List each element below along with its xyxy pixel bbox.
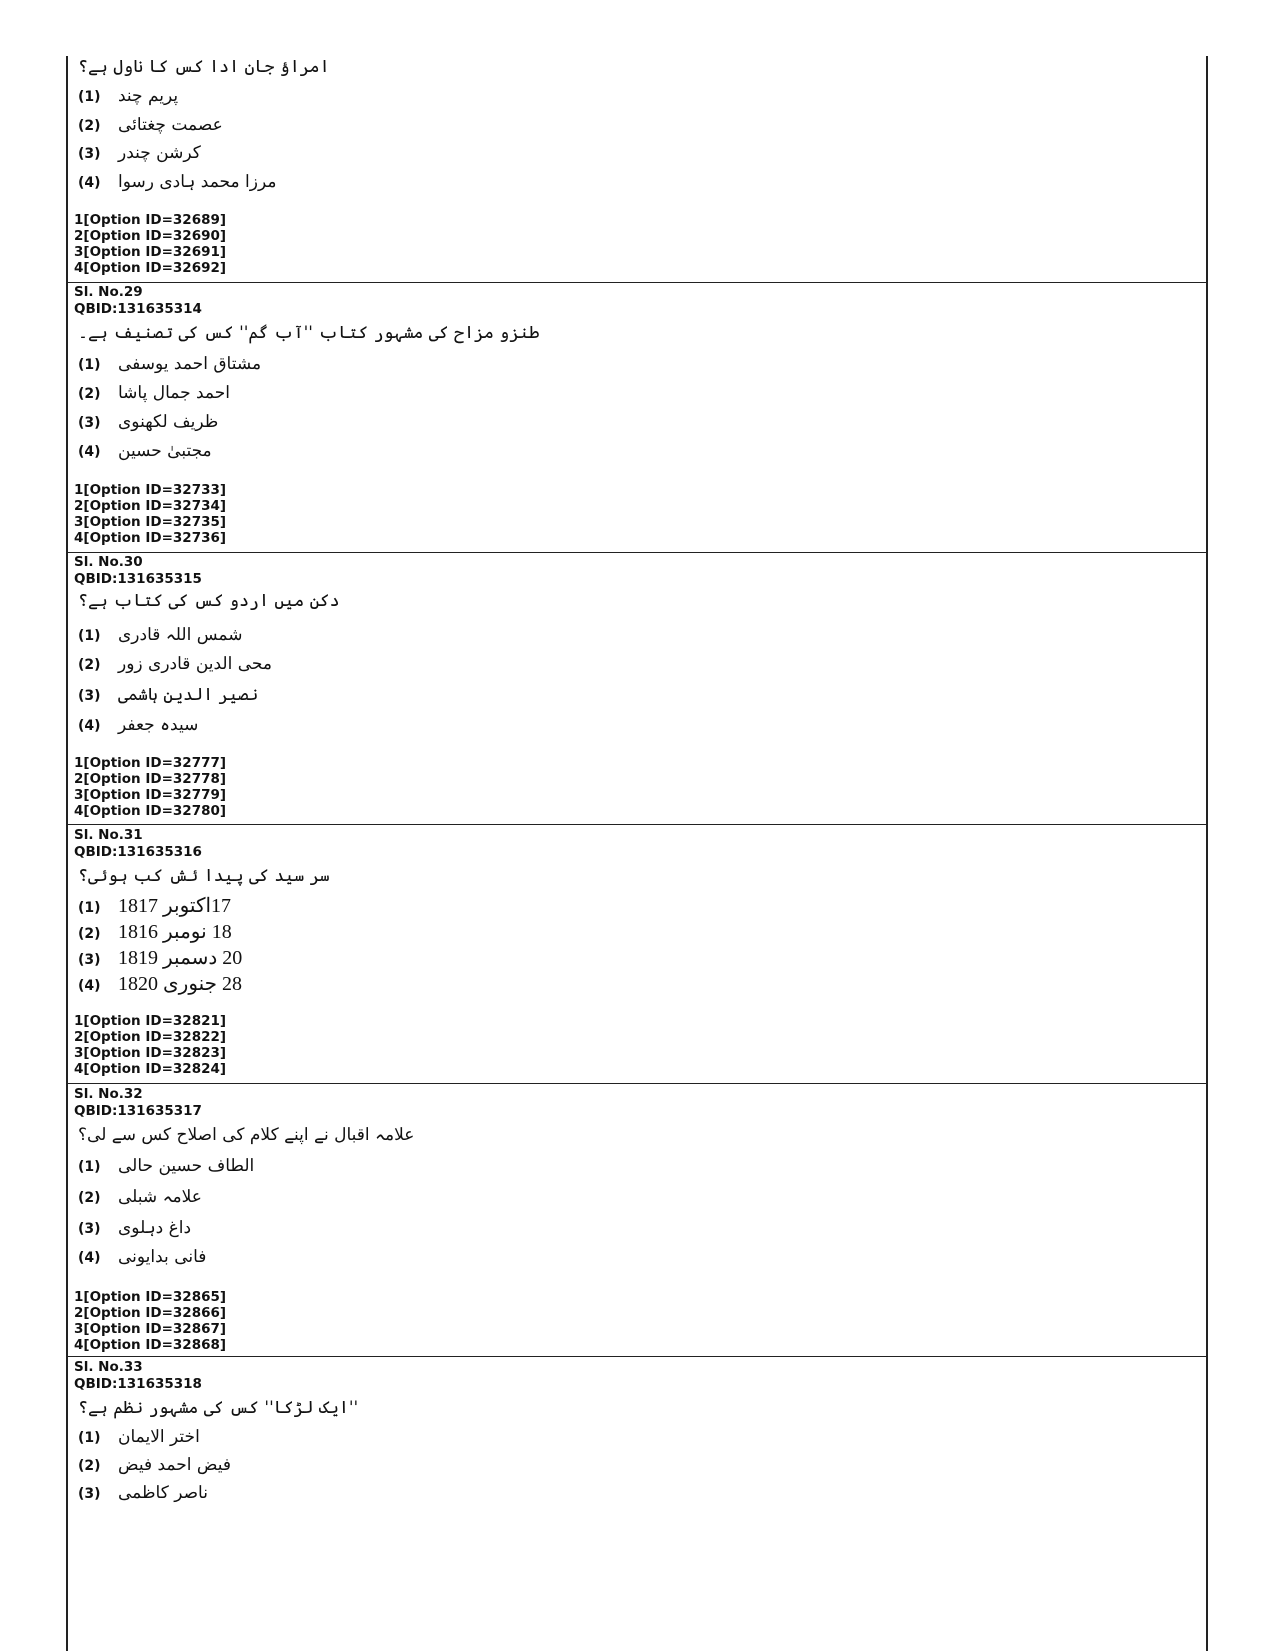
option-id: 3[Option ID=32823]	[74, 1045, 227, 1061]
option-number: (2)	[78, 118, 101, 134]
option-number: (3)	[78, 1221, 101, 1237]
qbid: QBID:131635314	[74, 300, 202, 317]
option-text: شمس اللہ قادری	[118, 625, 243, 645]
option-4	[78, 171, 276, 192]
option-id-list	[74, 1289, 226, 1353]
option-id: 3[Option ID=32867]	[74, 1321, 227, 1337]
option-number: (4)	[78, 444, 101, 460]
option-1	[78, 624, 242, 645]
option-text: داغ دہلوی	[118, 1218, 192, 1238]
option-id: 2[Option ID=32866]	[74, 1305, 227, 1321]
option-text: محی الدین قادری زور	[118, 654, 272, 674]
qbid: QBID:131635316	[74, 843, 202, 860]
question-meta	[68, 827, 1206, 860]
qbid: QBID:131635318	[74, 1375, 202, 1392]
option-id-list	[74, 1013, 226, 1077]
option-id: 1[Option ID=32689]	[74, 212, 227, 228]
question-block-32	[68, 1086, 1206, 1356]
option-text: 18 نومبر 1816	[118, 921, 232, 943]
qbid: QBID:131635315	[74, 570, 202, 587]
question-paper-frame	[66, 56, 1208, 1651]
option-1	[78, 1156, 254, 1176]
option-number: (3)	[78, 688, 101, 704]
question-meta	[68, 554, 1206, 587]
question-text: علامہ اقبال نے اپنے کلام کی اصلاح کس سے لی؟	[78, 1125, 415, 1145]
option-id-list	[74, 212, 226, 276]
option-text: 17اکتوبر 1817	[118, 895, 232, 917]
option-2	[78, 383, 230, 403]
option-number: (3)	[78, 952, 101, 968]
option-text: 20 دسمبر 1819	[118, 947, 243, 969]
block-divider	[68, 282, 1206, 283]
option-text: سیدہ جعفر	[118, 715, 199, 735]
option-text: 28 جنوری 1820	[118, 973, 243, 995]
option-number: (2)	[78, 657, 101, 673]
serial-number: Sl. No.29	[74, 284, 143, 300]
option-id: 4[Option ID=32824]	[74, 1061, 227, 1077]
question-meta	[68, 284, 1206, 317]
option-id: 2[Option ID=32778]	[74, 771, 227, 787]
option-3	[78, 684, 258, 705]
option-id: 2[Option ID=32690]	[74, 228, 227, 244]
question-block-31	[68, 827, 1206, 1083]
option-text: کرشن چندر	[118, 143, 201, 163]
option-3	[78, 1483, 208, 1503]
option-3	[78, 412, 218, 432]
option-3	[78, 945, 242, 970]
option-number: (1)	[78, 900, 101, 916]
option-number: (4)	[78, 1250, 101, 1266]
option-text: ناصر کاظمی	[118, 1483, 208, 1503]
option-2	[78, 1455, 231, 1475]
option-id-list	[74, 482, 226, 546]
option-text: ظریف لکھنوی	[118, 412, 219, 432]
option-id: 1[Option ID=32865]	[74, 1289, 227, 1305]
option-number: (2)	[78, 926, 101, 942]
option-1	[78, 86, 178, 106]
option-id: 4[Option ID=32868]	[74, 1337, 227, 1353]
question-text: طنزو مزاح کی مشہور کتاب ''آب گم'' کس کی تصنیف ہے۔	[78, 323, 540, 343]
option-text: علامہ شبلی	[118, 1187, 202, 1207]
option-id: 2[Option ID=32822]	[74, 1029, 227, 1045]
option-number: (2)	[78, 1458, 101, 1474]
option-id: 3[Option ID=32691]	[74, 244, 227, 260]
option-number: (2)	[78, 1190, 101, 1206]
serial-number: Sl. No.30	[74, 554, 143, 570]
option-id: 1[Option ID=32821]	[74, 1013, 227, 1029]
option-4	[78, 1247, 206, 1267]
block-divider	[68, 552, 1206, 553]
option-text: نصیر الدین ہاشمی	[118, 685, 259, 705]
option-text: اختر الایمان	[118, 1427, 200, 1447]
option-id: 4[Option ID=32780]	[74, 803, 227, 819]
option-id: 2[Option ID=32734]	[74, 498, 227, 514]
option-number: (3)	[78, 415, 101, 431]
question-meta	[68, 1086, 1206, 1119]
option-text: احمد جمال پاشا	[118, 383, 230, 403]
option-id: 3[Option ID=32779]	[74, 787, 227, 803]
option-1	[78, 1427, 200, 1447]
option-id: 3[Option ID=32735]	[74, 514, 227, 530]
option-text: فانی بدایونی	[118, 1247, 207, 1267]
option-4	[78, 714, 198, 735]
option-id: 4[Option ID=32692]	[74, 260, 227, 276]
option-number: (1)	[78, 628, 101, 644]
option-text: مرزا محمد ہادی رسوا	[118, 172, 277, 192]
option-number: (1)	[78, 1159, 101, 1175]
qbid: QBID:131635317	[74, 1102, 202, 1119]
question-text: دکن میں اردو کس کی کتاب ہے؟	[78, 591, 340, 611]
option-number: (4)	[78, 978, 101, 994]
question-block-33	[68, 1359, 1206, 1649]
option-1	[78, 893, 231, 918]
option-2	[78, 115, 223, 135]
question-meta	[68, 1359, 1206, 1392]
question-text: ''ایک لڑکا'' کس کی مشہور نظم ہے؟	[78, 1398, 359, 1418]
option-3	[78, 1217, 191, 1238]
option-2	[78, 919, 232, 944]
option-id: 4[Option ID=32736]	[74, 530, 227, 546]
option-text: پریم چند	[118, 86, 179, 106]
option-id: 1[Option ID=32777]	[74, 755, 227, 771]
option-number: (1)	[78, 357, 101, 373]
option-2	[78, 1186, 202, 1207]
option-number: (4)	[78, 175, 101, 191]
option-number: (3)	[78, 146, 101, 162]
option-1	[78, 354, 261, 374]
option-id: 1[Option ID=32733]	[74, 482, 227, 498]
question-text: سر سید کی پیدا ئش کب ہوئی؟	[78, 866, 330, 886]
block-divider	[68, 1083, 1206, 1084]
question-block-29	[68, 284, 1206, 552]
serial-number: Sl. No.33	[74, 1359, 143, 1375]
question-block-28	[68, 56, 1206, 282]
option-text: مشتاق احمد یوسفی	[118, 354, 262, 374]
serial-number: Sl. No.32	[74, 1086, 143, 1102]
option-text: مجتبیٰ حسین	[118, 441, 212, 461]
option-2	[78, 654, 272, 674]
option-number: (3)	[78, 1486, 101, 1502]
option-3	[78, 143, 201, 163]
option-id-list	[74, 755, 226, 819]
question-text: امراؤ جان ادا کس کا ناول ہے؟	[78, 57, 330, 77]
option-4	[78, 971, 242, 996]
option-number: (1)	[78, 89, 101, 105]
block-divider	[68, 1356, 1206, 1357]
option-number: (2)	[78, 386, 101, 402]
question-block-30	[68, 554, 1206, 824]
option-number: (4)	[78, 718, 101, 734]
option-4	[78, 441, 212, 461]
option-text: عصمت چغتائی	[118, 115, 223, 135]
block-divider	[68, 824, 1206, 825]
option-text: الطاف حسین حالی	[118, 1156, 255, 1176]
serial-number: Sl. No.31	[74, 827, 143, 843]
option-text: فیض احمد فیض	[118, 1455, 231, 1475]
option-number: (1)	[78, 1430, 101, 1446]
